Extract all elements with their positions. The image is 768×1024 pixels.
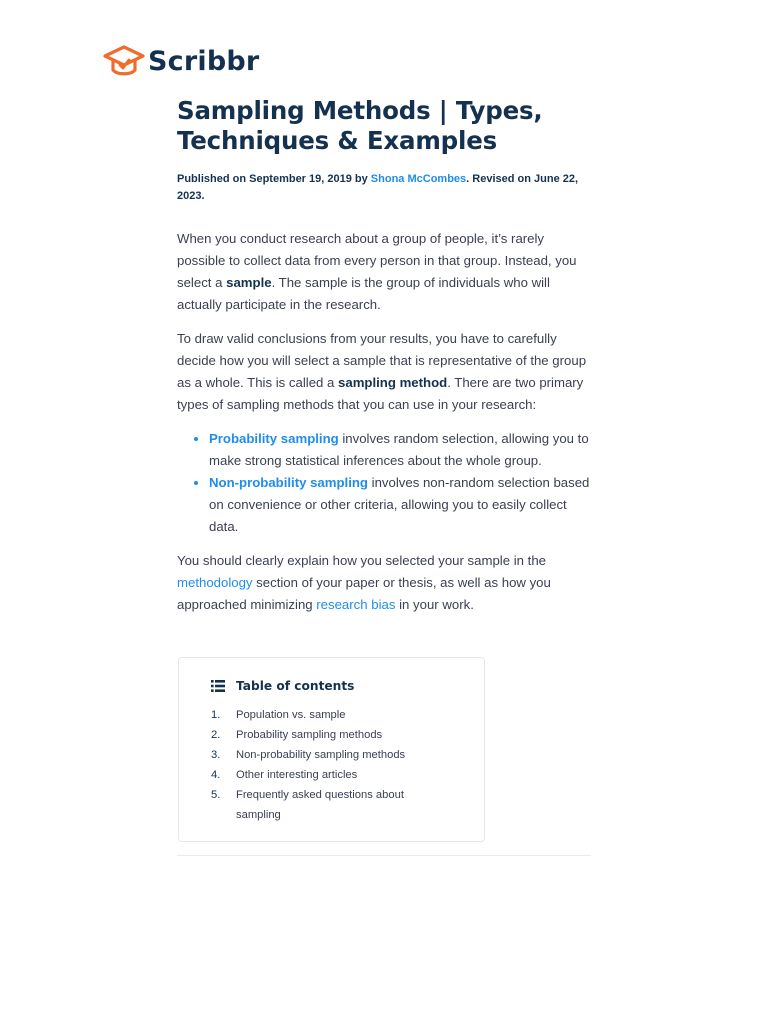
toc-item-number: 1. bbox=[211, 709, 221, 721]
toc-item-label[interactable]: Non-probability sampling methods bbox=[236, 749, 406, 761]
toc-item[interactable] bbox=[211, 765, 451, 785]
toc-item-number: 5. bbox=[211, 789, 221, 801]
author-link[interactable]: Shona McCombes bbox=[370, 173, 467, 185]
section-divider bbox=[177, 855, 591, 856]
toc-item[interactable] bbox=[211, 745, 451, 765]
list-icon bbox=[211, 680, 225, 692]
bullet-dot bbox=[194, 481, 198, 485]
methodology-text-after: in your work. bbox=[395, 597, 474, 612]
article-meta bbox=[177, 171, 591, 205]
probability-sampling-link[interactable]: Probability sampling bbox=[209, 431, 339, 446]
methodology-paragraph bbox=[177, 550, 591, 616]
toc-header bbox=[211, 678, 354, 694]
method-text-before: To draw valid conclusions from your results, you have to carefully decide how you will select a sample that is representative of the group as a whole. This is called a bbox=[177, 331, 587, 390]
research-bias-link[interactable]: research bias bbox=[316, 597, 396, 612]
article-body bbox=[177, 96, 591, 616]
sampling-method-term: sampling method bbox=[338, 375, 448, 390]
toc-item-number: 4. bbox=[211, 769, 221, 781]
toc-item[interactable] bbox=[211, 705, 451, 725]
toc-title: Table of contents bbox=[236, 679, 355, 693]
toc-item-number: 3. bbox=[211, 749, 221, 761]
intro-text-after: . The sample is the group of individuals who will actually participate in the research. bbox=[177, 275, 550, 312]
sample-term: sample bbox=[226, 275, 272, 290]
toc-item-label[interactable]: Frequently asked questions about sampling bbox=[236, 789, 404, 821]
intro-paragraph bbox=[177, 228, 591, 316]
methodology-text-before: You should clearly explain how you selected your sample in the bbox=[177, 553, 546, 568]
methodology-text-middle: section of your paper or thesis, as well as how you approached minimizing bbox=[177, 575, 551, 612]
toc-item-label[interactable]: Population vs. sample bbox=[236, 709, 346, 721]
list-item bbox=[209, 428, 591, 472]
published-date: Published on September 19, 2019 by bbox=[177, 173, 371, 185]
scribbr-logo[interactable] bbox=[103, 45, 259, 79]
toc-item-label[interactable]: Other interesting articles bbox=[236, 769, 358, 781]
table-of-contents bbox=[178, 657, 485, 842]
method-text-after: . There are two primary types of sampling methods that you can use in your research: bbox=[177, 375, 584, 412]
article-title: Sampling Methods | Types, Techniques & Examples bbox=[177, 96, 543, 155]
bullet-text: involves non-random selection based on convenience or other criteria, allowing you to easily collect data. bbox=[209, 475, 590, 534]
methodology-link[interactable]: methodology bbox=[177, 575, 253, 590]
brand-name: Scribbr bbox=[148, 46, 260, 77]
list-item bbox=[209, 472, 591, 538]
sampling-method-paragraph bbox=[177, 328, 591, 416]
revised-date: . Revised on June 22, 2023. bbox=[177, 173, 579, 202]
toc-item-label[interactable]: Probability sampling methods bbox=[236, 729, 383, 741]
intro-text-before: When you conduct research about a group of people, it’s rarely possible to collect data from every person in that group. Instead, you select a bbox=[177, 231, 577, 290]
toc-item-number: 2. bbox=[211, 729, 221, 741]
bullet-dot bbox=[194, 437, 198, 441]
bullet-text: involves random selection, allowing you to make strong statistical inferences about the whole group. bbox=[209, 431, 589, 468]
toc-item[interactable] bbox=[211, 785, 451, 825]
toc-list bbox=[211, 705, 451, 825]
sampling-types-list bbox=[177, 428, 591, 538]
toc-item[interactable] bbox=[211, 725, 451, 745]
non-probability-sampling-link[interactable]: Non-probability sampling bbox=[209, 475, 368, 490]
graduation-cap-icon bbox=[103, 45, 145, 79]
